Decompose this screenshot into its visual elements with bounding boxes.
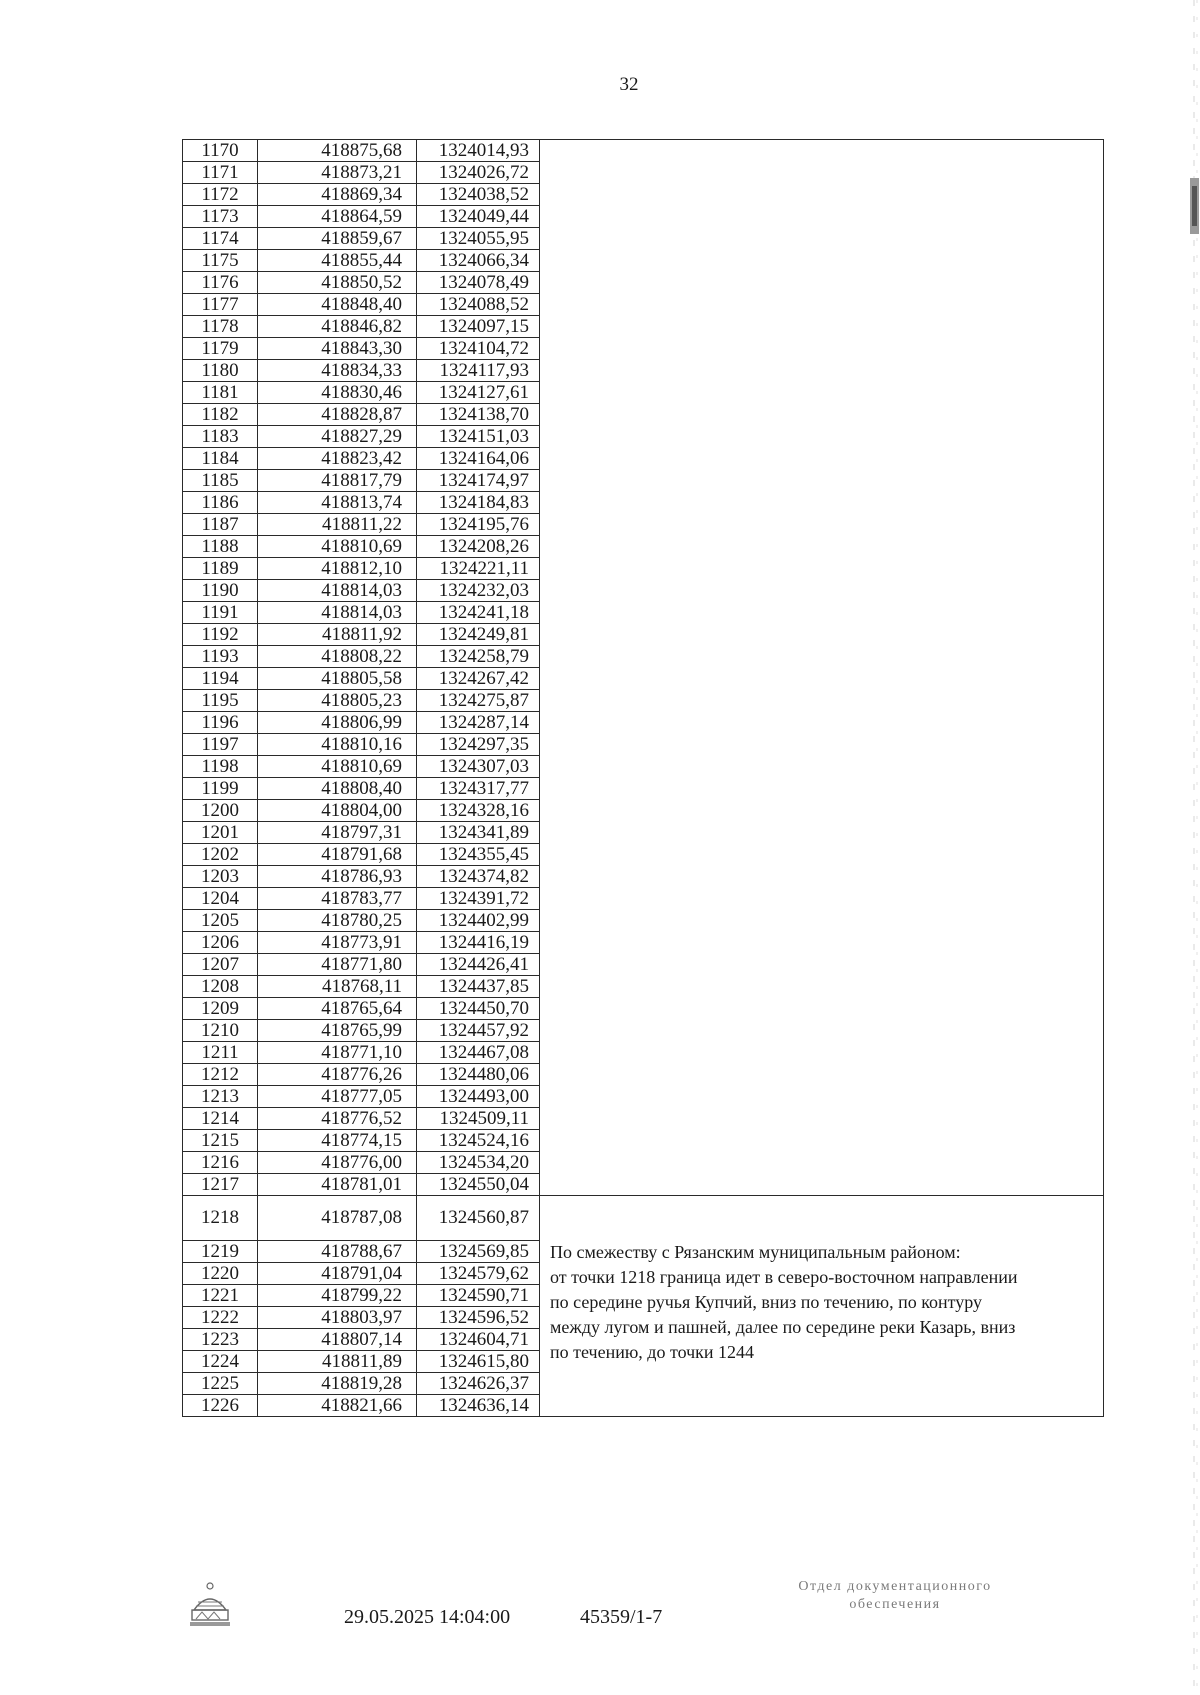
point-number-cell: 1206	[183, 932, 258, 954]
x-coordinate-cell: 418791,04	[258, 1263, 417, 1285]
description-line: По смежеству с Рязанским муниципальным районом:	[550, 1242, 961, 1262]
x-coordinate-cell: 418811,89	[258, 1351, 417, 1373]
x-coordinate-cell: 418828,87	[258, 404, 417, 426]
point-number-cell: 1176	[183, 272, 258, 294]
x-coordinate-cell: 418812,10	[258, 558, 417, 580]
y-coordinate-cell: 1324055,95	[417, 228, 540, 250]
y-coordinate-cell: 1324328,16	[417, 800, 540, 822]
x-coordinate-cell: 418776,00	[258, 1152, 417, 1174]
x-coordinate-cell: 418843,30	[258, 338, 417, 360]
point-number-cell: 1212	[183, 1064, 258, 1086]
table-row	[183, 1196, 1104, 1241]
point-number-cell: 1173	[183, 206, 258, 228]
y-coordinate-cell: 1324450,70	[417, 998, 540, 1020]
point-number-cell: 1192	[183, 624, 258, 646]
x-coordinate-cell: 418805,23	[258, 690, 417, 712]
point-number-cell: 1216	[183, 1152, 258, 1174]
y-coordinate-cell: 1324184,83	[417, 492, 540, 514]
point-number-cell: 1177	[183, 294, 258, 316]
x-coordinate-cell: 418776,26	[258, 1064, 417, 1086]
x-coordinate-cell: 418873,21	[258, 162, 417, 184]
department-stamp	[740, 1578, 1050, 1614]
point-number-cell: 1203	[183, 866, 258, 888]
stamp-line-2: обеспечения	[849, 1597, 941, 1612]
y-coordinate-cell: 1324569,85	[417, 1241, 540, 1263]
emblem-logo-icon	[188, 1580, 232, 1628]
point-number-cell: 1209	[183, 998, 258, 1020]
y-coordinate-cell: 1324550,04	[417, 1174, 540, 1196]
y-coordinate-cell: 1324049,44	[417, 206, 540, 228]
x-coordinate-cell: 418799,22	[258, 1285, 417, 1307]
y-coordinate-cell: 1324127,61	[417, 382, 540, 404]
x-coordinate-cell: 418781,01	[258, 1174, 417, 1196]
y-coordinate-cell: 1324416,19	[417, 932, 540, 954]
y-coordinate-cell: 1324374,82	[417, 866, 540, 888]
x-coordinate-cell: 418811,22	[258, 514, 417, 536]
y-coordinate-cell: 1324426,41	[417, 954, 540, 976]
point-number-cell: 1202	[183, 844, 258, 866]
y-coordinate-cell: 1324615,80	[417, 1351, 540, 1373]
x-coordinate-cell: 418846,82	[258, 316, 417, 338]
y-coordinate-cell: 1324524,16	[417, 1130, 540, 1152]
y-coordinate-cell: 1324509,11	[417, 1108, 540, 1130]
x-coordinate-cell: 418773,91	[258, 932, 417, 954]
x-coordinate-cell: 418788,67	[258, 1241, 417, 1263]
x-coordinate-cell: 418774,15	[258, 1130, 417, 1152]
y-coordinate-cell: 1324626,37	[417, 1373, 540, 1395]
point-number-cell: 1211	[183, 1042, 258, 1064]
y-coordinate-cell: 1324341,89	[417, 822, 540, 844]
scan-edge-marks	[1180, 0, 1200, 1695]
y-coordinate-cell: 1324221,11	[417, 558, 540, 580]
point-number-cell: 1181	[183, 382, 258, 404]
x-coordinate-cell: 418864,59	[258, 206, 417, 228]
description-line: по середине ручья Купчий, вниз по течению, по контуру	[550, 1292, 983, 1312]
y-coordinate-cell: 1324241,18	[417, 602, 540, 624]
x-coordinate-cell: 418765,64	[258, 998, 417, 1020]
point-number-cell: 1220	[183, 1263, 258, 1285]
point-number-cell: 1186	[183, 492, 258, 514]
y-coordinate-cell: 1324307,03	[417, 756, 540, 778]
y-coordinate-cell: 1324195,76	[417, 514, 540, 536]
point-number-cell: 1183	[183, 426, 258, 448]
y-coordinate-cell: 1324026,72	[417, 162, 540, 184]
x-coordinate-cell: 418780,25	[258, 910, 417, 932]
x-coordinate-cell: 418850,52	[258, 272, 417, 294]
y-coordinate-cell: 1324174,97	[417, 470, 540, 492]
point-number-cell: 1223	[183, 1329, 258, 1351]
x-coordinate-cell: 418786,93	[258, 866, 417, 888]
x-coordinate-cell: 418848,40	[258, 294, 417, 316]
x-coordinate-cell: 418821,66	[258, 1395, 417, 1417]
y-coordinate-cell: 1324104,72	[417, 338, 540, 360]
point-number-cell: 1170	[183, 140, 258, 162]
x-coordinate-cell: 418819,28	[258, 1373, 417, 1395]
y-coordinate-cell: 1324138,70	[417, 404, 540, 426]
point-number-cell: 1215	[183, 1130, 258, 1152]
y-coordinate-cell: 1324249,81	[417, 624, 540, 646]
point-number-cell: 1204	[183, 888, 258, 910]
point-number-cell: 1185	[183, 470, 258, 492]
point-number-cell: 1219	[183, 1241, 258, 1263]
x-coordinate-cell: 418810,16	[258, 734, 417, 756]
x-coordinate-cell: 418771,10	[258, 1042, 417, 1064]
point-number-cell: 1197	[183, 734, 258, 756]
y-coordinate-cell: 1324480,06	[417, 1064, 540, 1086]
x-coordinate-cell: 418813,74	[258, 492, 417, 514]
y-coordinate-cell: 1324596,52	[417, 1307, 540, 1329]
x-coordinate-cell: 418808,22	[258, 646, 417, 668]
x-coordinate-cell: 418783,77	[258, 888, 417, 910]
x-coordinate-cell: 418787,08	[258, 1196, 417, 1241]
y-coordinate-cell: 1324258,79	[417, 646, 540, 668]
point-number-cell: 1194	[183, 668, 258, 690]
table-row	[183, 140, 1104, 162]
point-number-cell: 1199	[183, 778, 258, 800]
point-number-cell: 1218	[183, 1196, 258, 1241]
x-coordinate-cell: 418797,31	[258, 822, 417, 844]
point-number-cell: 1210	[183, 1020, 258, 1042]
point-number-cell: 1190	[183, 580, 258, 602]
point-number-cell: 1174	[183, 228, 258, 250]
x-coordinate-cell: 418817,79	[258, 470, 417, 492]
point-number-cell: 1222	[183, 1307, 258, 1329]
point-number-cell: 1188	[183, 536, 258, 558]
y-coordinate-cell: 1324097,15	[417, 316, 540, 338]
point-number-cell: 1193	[183, 646, 258, 668]
x-coordinate-cell: 418808,40	[258, 778, 417, 800]
x-coordinate-cell: 418803,97	[258, 1307, 417, 1329]
y-coordinate-cell: 1324604,71	[417, 1329, 540, 1351]
y-coordinate-cell: 1324267,42	[417, 668, 540, 690]
point-number-cell: 1217	[183, 1174, 258, 1196]
x-coordinate-cell: 418768,11	[258, 976, 417, 998]
y-coordinate-cell: 1324590,71	[417, 1285, 540, 1307]
y-coordinate-cell: 1324391,72	[417, 888, 540, 910]
y-coordinate-cell: 1324297,35	[417, 734, 540, 756]
point-number-cell: 1201	[183, 822, 258, 844]
x-coordinate-cell: 418827,29	[258, 426, 417, 448]
footer-date: 29.05.2025 14:04:00	[344, 1606, 511, 1628]
page-number: 32	[619, 74, 639, 95]
y-coordinate-cell: 1324355,45	[417, 844, 540, 866]
point-number-cell: 1208	[183, 976, 258, 998]
x-coordinate-cell: 418875,68	[258, 140, 417, 162]
point-number-cell: 1191	[183, 602, 258, 624]
description-line: между лугом и пашней, далее по середине реки Казарь, вниз	[550, 1317, 1016, 1337]
point-number-cell: 1189	[183, 558, 258, 580]
x-coordinate-cell: 418810,69	[258, 756, 417, 778]
point-number-cell: 1175	[183, 250, 258, 272]
y-coordinate-cell: 1324151,03	[417, 426, 540, 448]
description-line: по течению, до точки 1244	[550, 1342, 755, 1362]
point-number-cell: 1198	[183, 756, 258, 778]
y-coordinate-cell: 1324066,34	[417, 250, 540, 272]
x-coordinate-cell: 418855,44	[258, 250, 417, 272]
y-coordinate-cell: 1324014,93	[417, 140, 540, 162]
point-number-cell: 1184	[183, 448, 258, 470]
y-coordinate-cell: 1324317,77	[417, 778, 540, 800]
coordinates-table	[182, 139, 1104, 1417]
point-number-cell: 1214	[183, 1108, 258, 1130]
y-coordinate-cell: 1324534,20	[417, 1152, 540, 1174]
y-coordinate-cell: 1324275,87	[417, 690, 540, 712]
x-coordinate-cell: 418810,69	[258, 536, 417, 558]
y-coordinate-cell: 1324078,49	[417, 272, 540, 294]
x-coordinate-cell: 418811,92	[258, 624, 417, 646]
y-coordinate-cell: 1324208,26	[417, 536, 540, 558]
y-coordinate-cell: 1324636,14	[417, 1395, 540, 1417]
description-line: от точки 1218 граница идет в северо-восточном направлении	[550, 1267, 1018, 1287]
point-number-cell: 1187	[183, 514, 258, 536]
x-coordinate-cell: 418765,99	[258, 1020, 417, 1042]
x-coordinate-cell: 418859,67	[258, 228, 417, 250]
point-number-cell: 1225	[183, 1373, 258, 1395]
stamp-line-1: Отдел документационного	[798, 1579, 992, 1594]
point-number-cell: 1221	[183, 1285, 258, 1307]
point-number-cell: 1179	[183, 338, 258, 360]
description-cell-empty	[540, 140, 1104, 1196]
x-coordinate-cell: 418806,99	[258, 712, 417, 734]
y-coordinate-cell: 1324467,08	[417, 1042, 540, 1064]
x-coordinate-cell: 418830,46	[258, 382, 417, 404]
y-coordinate-cell: 1324579,62	[417, 1263, 540, 1285]
x-coordinate-cell: 418771,80	[258, 954, 417, 976]
x-coordinate-cell: 418823,42	[258, 448, 417, 470]
y-coordinate-cell: 1324038,52	[417, 184, 540, 206]
footer-document-number: 45359/1-7	[580, 1606, 663, 1628]
point-number-cell: 1180	[183, 360, 258, 382]
x-coordinate-cell: 418791,68	[258, 844, 417, 866]
point-number-cell: 1213	[183, 1086, 258, 1108]
y-coordinate-cell: 1324493,00	[417, 1086, 540, 1108]
x-coordinate-cell: 418807,14	[258, 1329, 417, 1351]
x-coordinate-cell: 418805,58	[258, 668, 417, 690]
x-coordinate-cell: 418777,05	[258, 1086, 417, 1108]
point-number-cell: 1205	[183, 910, 258, 932]
x-coordinate-cell: 418869,34	[258, 184, 417, 206]
point-number-cell: 1172	[183, 184, 258, 206]
y-coordinate-cell: 1324457,92	[417, 1020, 540, 1042]
point-number-cell: 1224	[183, 1351, 258, 1373]
y-coordinate-cell: 1324287,14	[417, 712, 540, 734]
boundary-description-cell	[540, 1196, 1104, 1417]
y-coordinate-cell: 1324232,03	[417, 580, 540, 602]
point-number-cell: 1196	[183, 712, 258, 734]
point-number-cell: 1178	[183, 316, 258, 338]
x-coordinate-cell: 418804,00	[258, 800, 417, 822]
point-number-cell: 1182	[183, 404, 258, 426]
x-coordinate-cell: 418834,33	[258, 360, 417, 382]
y-coordinate-cell: 1324560,87	[417, 1196, 540, 1241]
point-number-cell: 1200	[183, 800, 258, 822]
x-coordinate-cell: 418776,52	[258, 1108, 417, 1130]
point-number-cell: 1226	[183, 1395, 258, 1417]
point-number-cell: 1195	[183, 690, 258, 712]
y-coordinate-cell: 1324117,93	[417, 360, 540, 382]
y-coordinate-cell: 1324164,06	[417, 448, 540, 470]
point-number-cell: 1171	[183, 162, 258, 184]
y-coordinate-cell: 1324437,85	[417, 976, 540, 998]
y-coordinate-cell: 1324402,99	[417, 910, 540, 932]
x-coordinate-cell: 418814,03	[258, 602, 417, 624]
x-coordinate-cell: 418814,03	[258, 580, 417, 602]
y-coordinate-cell: 1324088,52	[417, 294, 540, 316]
point-number-cell: 1207	[183, 954, 258, 976]
